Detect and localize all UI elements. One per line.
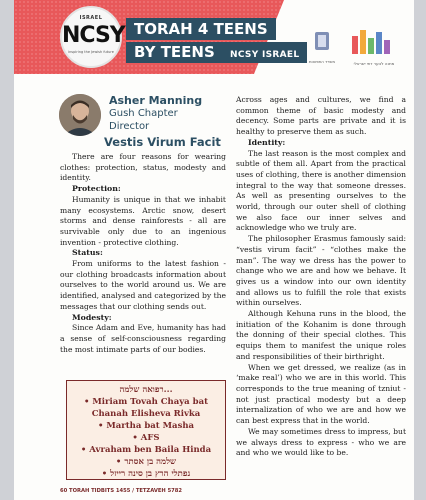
refuah-name: • AFS: [132, 433, 160, 443]
left-column: [60, 152, 226, 355]
logo-top-text: ISRAEL: [79, 15, 103, 21]
series-title-line1: TORAH 4 TEENS: [126, 18, 276, 40]
right-column: [236, 95, 406, 459]
paragraph: Across ages and cultures, we find a common theme of basic modesty and decency. Some parts are private and it is healthy to preserve them as such.: [236, 95, 406, 137]
logo-tagline: inspiring the Jewish future: [68, 50, 114, 54]
refuah-name: Chanah Elisheva Rivka: [91, 409, 201, 419]
ministry-logo-text: משרד התפוצות: [308, 59, 336, 64]
ministry-emblem-icon: [306, 28, 338, 56]
author-photo: [59, 94, 101, 136]
sponsor-emblem-icon: [344, 26, 404, 58]
paragraph: The last reason is the most complex and subtle of them all. Apart from the practical uses of clothing, there is another dimension integral to the way that someone dresses. As well as presenting ourselves to the world, through our outer shell of clothing we also face our inner selves and acknowledge who we truly are.: [236, 148, 406, 233]
paragraph: From uniforms to the latest fashion - our clothing broadcasts information about ourselves to the world around us. We are identified, analysed and categorized by the messages that our clothing sends out.: [60, 259, 227, 311]
paragraph: The philosopher Erasmus famously said: “vestis virum facit” - “clothes make the man”. The way we dress has the power to change who we are and how we behave. It gives us a window into our own identity and allows us to fulfill the role that exists within ourselves.: [236, 234, 406, 308]
section-heading-identity: Identity:: [248, 137, 286, 147]
refuah-name: • שלמה בן אסתר: [115, 457, 177, 467]
refuah-name: • נפתלי הרץ בן סינה רייזל: [101, 469, 191, 479]
paragraph: We may sometimes dress to impress, but we always dress to express - who we are and who we would like to be.: [236, 426, 406, 458]
series-subtitle: NCSY ISRAEL: [230, 50, 300, 60]
paragraph: Although Kehuna runs in the blood, the initiation of the Kohanim is done through the donning of their special clothes. This equips them to manifest the unique roles and responsibilities of their birthright.: [236, 309, 406, 361]
sponsor-logo-text: מתנה לנוער דתי ישראלי: [353, 61, 395, 66]
refuah-name: • Martha bat Masha: [97, 421, 195, 431]
article-title: Vestis Virum Facit: [104, 135, 221, 149]
author-avatar: [59, 94, 101, 136]
author-role-line2: Director: [109, 121, 150, 132]
series-title-line2: [126, 42, 307, 63]
section-heading-modesty: Modesty:: [72, 312, 112, 322]
paragraph: Since Adam and Eve, humanity has had a sense of self-consciousness regarding the most intimate parts of our bodies.: [60, 323, 226, 354]
refuah-shleimah-box: [66, 380, 226, 480]
refuah-name: • Avraham ben Baila Hinda: [80, 445, 212, 455]
ncsy-logo: [60, 6, 125, 68]
logo-main-text: NCSY: [62, 23, 125, 48]
ministry-logo: [306, 28, 338, 64]
series-title-by-teens: BY TEENS: [134, 43, 215, 61]
refuah-name: • Miriam Tovah Chaya bat: [83, 397, 209, 407]
page: [14, 0, 414, 500]
section-heading-protection: Protection:: [72, 184, 121, 194]
header: [14, 0, 414, 74]
author-role-line1: Gush Chapter: [109, 108, 178, 119]
refuah-heading: רפואה שלמה...: [119, 385, 173, 395]
paragraph: There are four reasons for wearing clothes: protection, status, modesty and identity.: [60, 152, 226, 183]
page-footer: 60 TORAH TIDBITS 1455 / TETZAVEH 5782: [60, 488, 183, 494]
sponsor-logo: [344, 26, 404, 66]
section-heading-status: Status:: [72, 248, 103, 258]
paragraph: When we get dressed, we realize (as in ‘make real’) who we are in this world. This corresponds to the true meaning of tzniut - not just practical modesty but a deep internalization of who we are and how we can best express that in the world.: [236, 362, 406, 426]
author-name: Asher Manning: [109, 94, 203, 107]
paragraph: Humanity is unique in that we inhabit many ecosystems. Arctic snow, desert storms and dense rainforests - all are survivable only due to an ingenious invention - protective clothing.: [60, 194, 226, 247]
